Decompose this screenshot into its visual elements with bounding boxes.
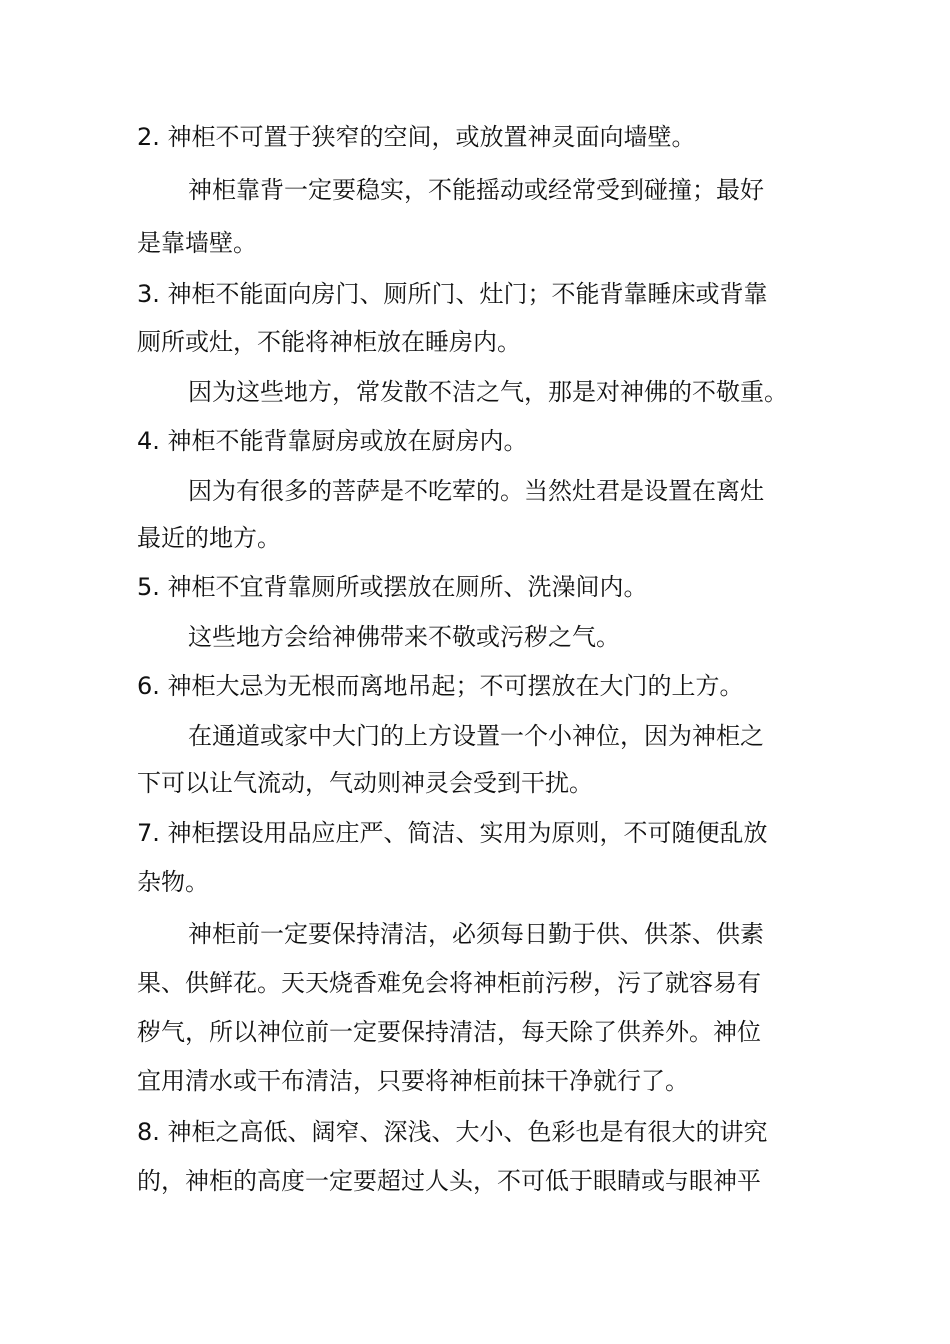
- rule-7-explanation-cont-2: 秽气，所以神位前一定要保持清洁，每天除了供养外。神位: [137, 1018, 761, 1046]
- rule-6-explanation-cont: 下可以让气流动，气动则神灵会受到干扰。: [137, 769, 593, 797]
- rule-5-heading: 5. 神柜不宜背靠厕所或摆放在厕所、洗澡间内。: [137, 573, 648, 601]
- rule-6-explanation: 在通道或家中大门的上方设置一个小神位，因为神柜之: [188, 722, 764, 750]
- rule-2-heading: 2. 神柜不可置于狭窄的空间，或放置神灵面向墙壁。: [137, 123, 696, 151]
- rule-3-explanation: 因为这些地方，常发散不洁之气，那是对神佛的不敬重。: [188, 378, 788, 406]
- rule-4-heading: 4. 神柜不能背靠厨房或放在厨房内。: [137, 427, 528, 455]
- rule-3-heading-cont: 厕所或灶，不能将神柜放在睡房内。: [137, 328, 521, 356]
- rule-8-heading: 8. 神柜之高低、阔窄、深浅、大小、色彩也是有很大的讲究: [137, 1118, 768, 1146]
- rule-7-explanation-cont-3: 宜用清水或干布清洁，只要将神柜前抹干净就行了。: [137, 1067, 689, 1095]
- rule-4-explanation-cont: 最近的地方。: [137, 524, 281, 552]
- rule-5-explanation: 这些地方会给神佛带来不敬或污秽之气。: [188, 623, 620, 651]
- rule-2-explanation: 神柜靠背一定要稳实，不能摇动或经常受到碰撞；最好: [188, 176, 764, 204]
- rule-2-explanation-cont: 是靠墙壁。: [137, 229, 257, 257]
- rule-4-explanation: 因为有很多的菩萨是不吃荤的。当然灶君是设置在离灶: [188, 477, 764, 505]
- rule-7-explanation-cont-1: 果、供鲜花。天天烧香难免会将神柜前污秽，污了就容易有: [137, 969, 761, 997]
- rule-8-heading-cont: 的，神柜的高度一定要超过人头，不可低于眼睛或与眼神平: [137, 1167, 761, 1195]
- rule-6-heading: 6. 神柜大忌为无根而离地吊起；不可摆放在大门的上方。: [137, 672, 744, 700]
- rule-7-explanation: 神柜前一定要保持清洁，必须每日勤于供、供茶、供素: [188, 920, 764, 948]
- rule-3-heading: 3. 神柜不能面向房门、厕所门、灶门；不能背靠睡床或背靠: [137, 280, 768, 308]
- rule-7-heading: 7. 神柜摆设用品应庄严、简洁、实用为原则，不可随便乱放: [137, 819, 768, 847]
- rule-7-heading-cont: 杂物。: [137, 868, 209, 896]
